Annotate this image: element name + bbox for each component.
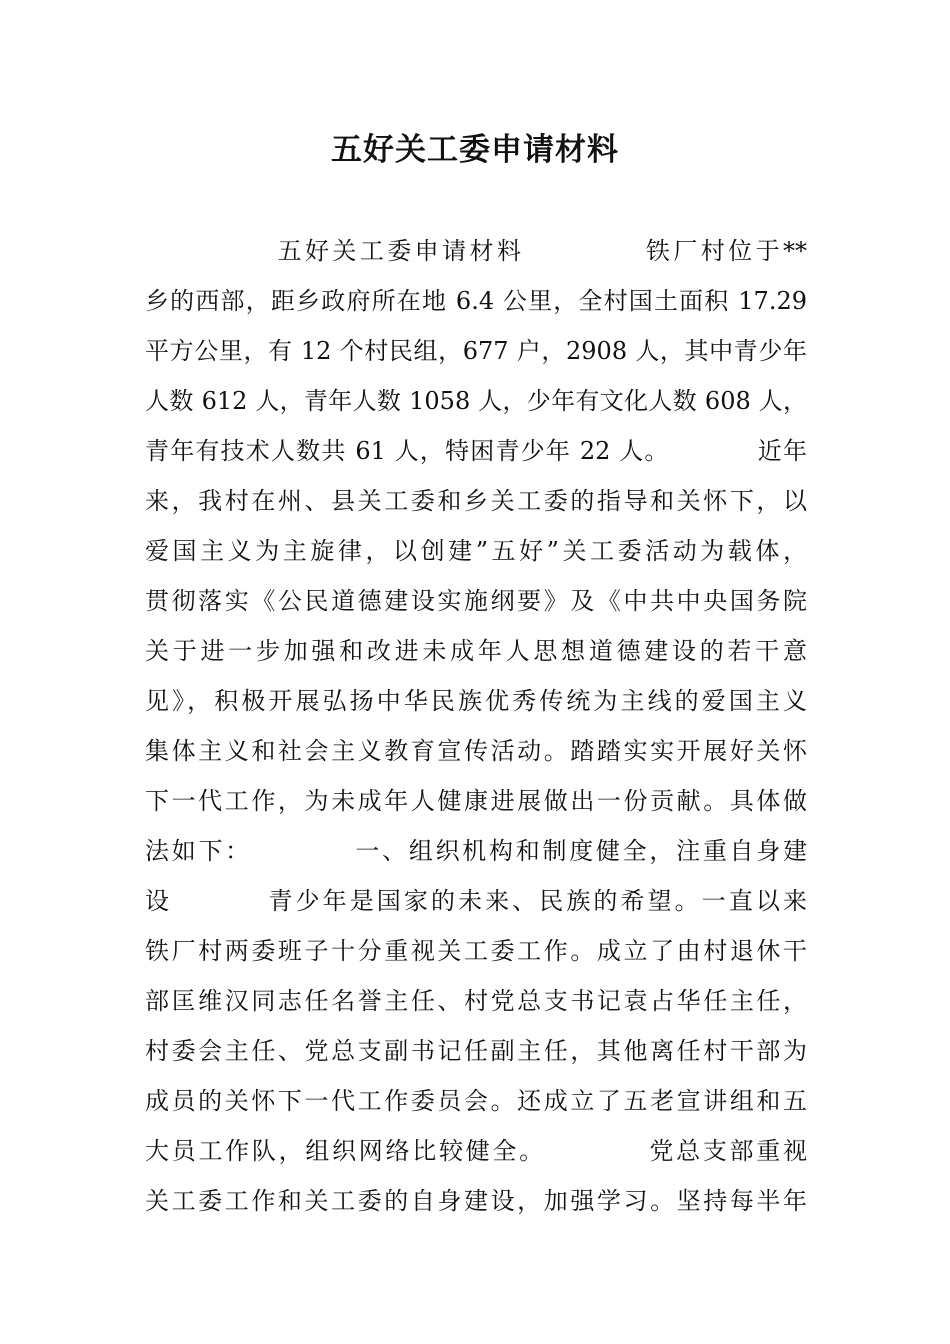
body-line: 法如下： 一、组织机构和制度健全，注重自身建 — [145, 837, 807, 865]
body-line: 设 青少年是国家的未来、民族的希望。一直以来 — [145, 887, 807, 915]
body-line: 村委会主任、党总支副书记任副主任，其他离任村干部为 — [145, 1037, 807, 1065]
body-line: 见》，积极开展弘扬中华民族优秀传统为主线的爱国主义 — [145, 687, 807, 715]
body-line: 五好关工委申请材料 铁厂村位于** — [145, 237, 807, 265]
body-line: 大员工作队，组织网络比较健全。 党总支部重视 — [145, 1137, 807, 1165]
body-line: 铁厂村两委班子十分重视关工委工作。成立了由村退休干 — [145, 937, 807, 965]
body-line: 乡的西部，距乡政府所在地 6.4 公里，全村国土面积 17.29 — [145, 287, 807, 315]
body-line: 下一代工作，为未成年人健康进展做出一份贡献。具体做 — [145, 787, 807, 815]
body-line: 来，我村在州、县关工委和乡关工委的指导和关怀下，以 — [145, 487, 807, 515]
body-line: 人数 612 人，青年人数 1058 人，少年有文化人数 608 人， — [145, 387, 807, 415]
document-title: 五好关工委申请材料 — [331, 132, 619, 168]
body-line: 关于进一步加强和改进未成年人思想道德建设的若干意 — [145, 637, 807, 665]
body-line: 关工委工作和关工委的自身建设，加强学习。坚持每半年 — [145, 1187, 807, 1215]
body-line: 成员的关怀下一代工作委员会。还成立了五老宣讲组和五 — [145, 1087, 807, 1115]
body-line: 平方公里，有 12 个村民组，677 户，2908 人，其中青少年 — [145, 337, 807, 365]
body-line: 爱国主义为主旋律，以创建”五好”关工委活动为载体， — [145, 537, 807, 565]
body-line: 贯彻落实《公民道德建设实施纲要》及《中共中央国务院 — [145, 587, 807, 615]
body-line: 集体主义和社会主义教育宣传活动。踏踏实实开展好关怀 — [145, 737, 807, 765]
document-body — [145, 226, 807, 1226]
body-line: 青年有技术人数共 61 人，特困青少年 22 人。 近年 — [145, 437, 807, 465]
body-line: 部匡维汉同志任名誉主任、村党总支书记袁占华任主任， — [145, 987, 807, 1015]
